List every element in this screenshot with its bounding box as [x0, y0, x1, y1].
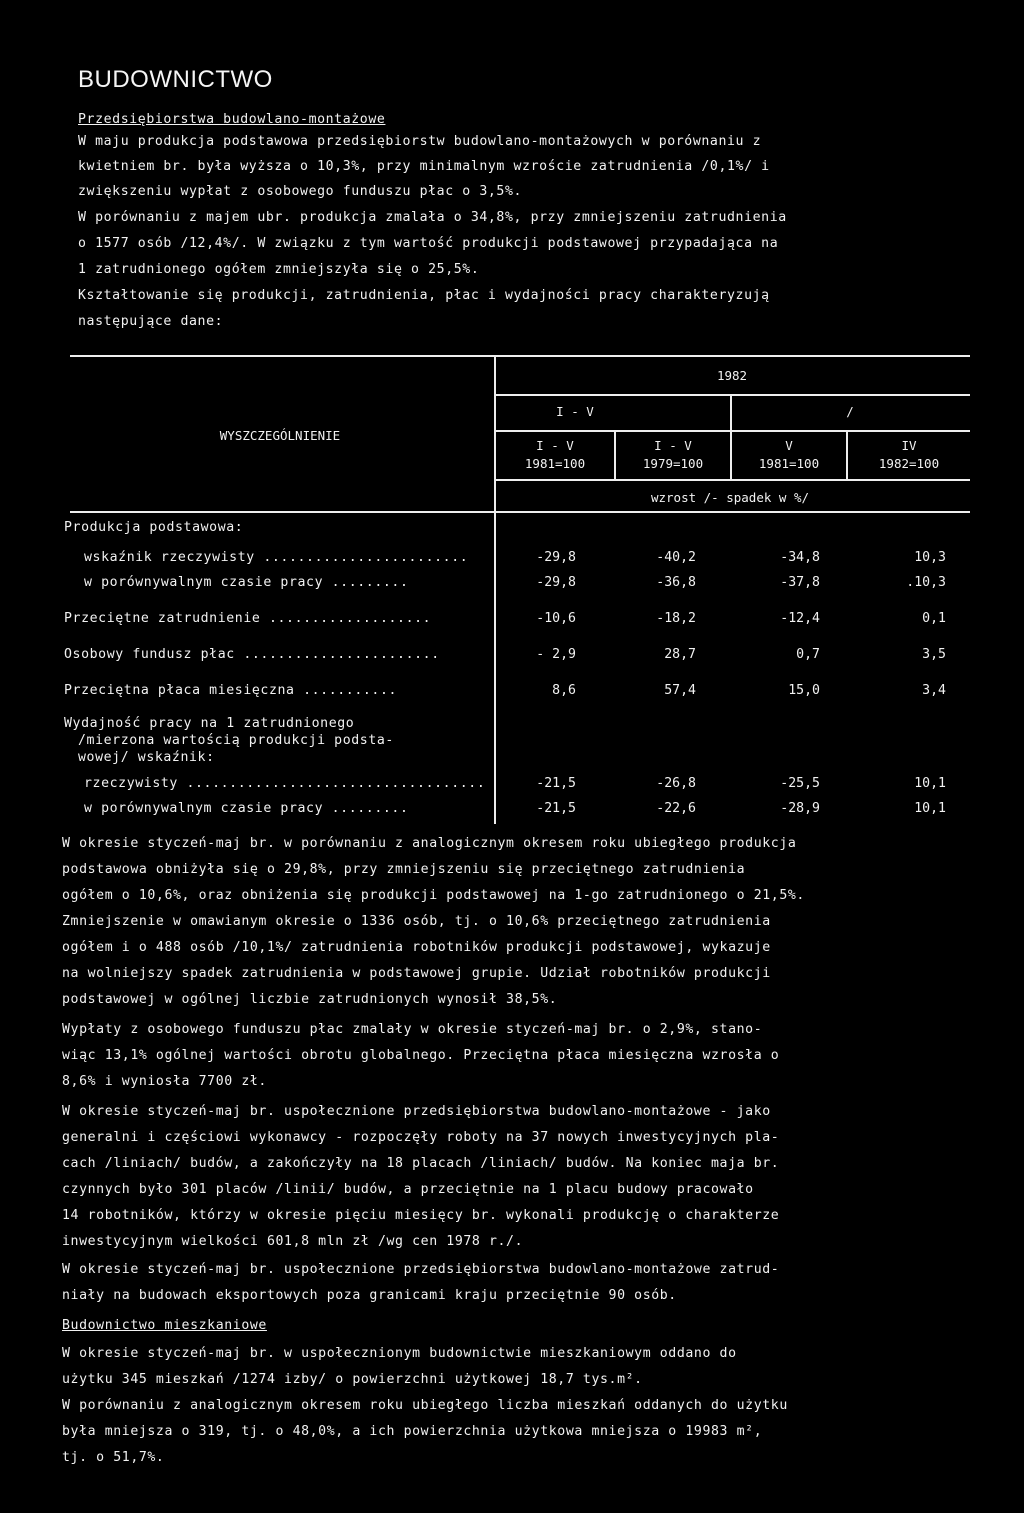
body-line: na wolniejszy spadek zatrudnienia w podstawowej grupie. Udział robotników produkcji — [62, 966, 771, 981]
cell-value: 0,7 — [796, 647, 820, 662]
housing-line: tj. o 51,7%. — [62, 1450, 165, 1465]
row-label: Przeciętne zatrudnienie ................... — [64, 611, 432, 626]
row-label: wskaźnik rzeczywisty ........................ — [84, 550, 469, 565]
col-header-line2: 1981=100 — [758, 456, 820, 471]
col-header-line2: 1982=100 — [878, 456, 940, 471]
group-rule — [496, 430, 970, 432]
header-bottom-rule — [70, 511, 970, 513]
intro-line: W maju produkcja podstawowa przedsiębiorstw budowlano-montażowych w porównaniu z — [78, 134, 762, 149]
cell-value: 57,4 — [664, 683, 696, 698]
header-rule — [496, 479, 970, 481]
section-label-line: wowej/ wskaźnik: — [78, 750, 215, 765]
cell-value: -29,8 — [536, 575, 576, 590]
intro-line: Kształtowanie się produkcji, zatrudnienia, płac i wydajności pracy charakteryzują — [78, 288, 770, 303]
cell-value: -36,8 — [656, 575, 696, 590]
cell-value: -21,5 — [536, 801, 576, 816]
cell-value: 15,0 — [788, 683, 820, 698]
col-header-line1: I - V — [654, 438, 692, 453]
body-line: podstawowej w ogólnej liczbie zatrudnionych wynosił 38,5%. — [62, 992, 558, 1007]
cell-value: 10,3 — [914, 550, 946, 565]
cell-value: 28,7 — [664, 647, 696, 662]
cell-value: -40,2 — [656, 550, 696, 565]
section-label-line: /mierzona wartością produkcji podsta- — [78, 733, 394, 748]
col-header-line2: 1981=100 — [524, 456, 586, 471]
col-header-line2: 1979=100 — [642, 456, 704, 471]
cell-value: -37,8 — [780, 575, 820, 590]
table-top-rule — [70, 355, 970, 357]
section-title-housing: Budownictwo mieszkaniowe — [62, 1318, 267, 1333]
cell-value: 10,1 — [914, 776, 946, 791]
row-label: w porównywalnym czasie pracy ......... — [84, 575, 409, 590]
body-line: Wypłaty z osobowego funduszu płac zmalały w okresie styczeń-maj br. o 2,9%, stano- — [62, 1022, 763, 1037]
intro-line: następujące dane: — [78, 314, 224, 329]
row-label: Przeciętna płaca miesięczna ........... — [64, 683, 398, 698]
cell-value: -29,8 — [536, 550, 576, 565]
body-line: W okresie styczeń-maj br. uspołecznione przedsiębiorstwa budowlano-montażowe zatrud- — [62, 1262, 780, 1277]
body-line: cach /liniach/ budów, a zakończyły na 18 placach /liniach/ budów. Na koniec maja br. — [62, 1156, 780, 1171]
year-rule — [496, 394, 970, 396]
year-header: 1982 — [716, 368, 748, 383]
cell-value: -18,2 — [656, 611, 696, 626]
body-line: W okresie styczeń-maj br. uspołecznione przedsiębiorstwa budowlano-montażowe - jako — [62, 1104, 771, 1119]
cell-value: - 2,9 — [536, 647, 576, 662]
intro-line: W porównaniu z majem ubr. produkcja zmalała o 34,8%, przy zmniejszeniu zatrudnienia — [78, 210, 787, 225]
intro-line: kwietniem br. była wyższa o 10,3%, przy minimalnym wzroście zatrudnienia /0,1%/ i — [78, 159, 770, 174]
body-line: Zmniejszenie w omawianym okresie o 1336 osób, tj. o 10,6% przeciętnego zatrudnienia — [62, 914, 771, 929]
cell-value: -25,5 — [780, 776, 820, 791]
body-line: 8,6% i wyniosła 7700 zł. — [62, 1074, 267, 1089]
cell-value: -21,5 — [536, 776, 576, 791]
intro-line: zwiększeniu wypłat z osobowego funduszu płac o 3,5%. — [78, 184, 523, 199]
cell-value: -28,9 — [780, 801, 820, 816]
intro-line: 1 zatrudnionego ogółem zmniejszyła się o 25,5%. — [78, 262, 480, 277]
section-label-line: Wydajność pracy na 1 zatrudnionego — [64, 716, 355, 731]
body-line: niały na budowach eksportowych poza granicami kraju przeciętnie 90 osób. — [62, 1288, 677, 1303]
cell-value: -12,4 — [780, 611, 820, 626]
body-line: W okresie styczeń-maj br. w porównaniu z analogicznym okresem roku ubiegłego produkcja — [62, 836, 797, 851]
cell-value: -10,6 — [536, 611, 576, 626]
group-header-left: I - V — [556, 404, 594, 419]
col-header-line1: IV — [901, 438, 917, 453]
housing-line: użytku 345 mieszkań /1274 izby/ o powierzchni użytkowej 18,7 tys.m². — [62, 1372, 643, 1387]
col-header-line1: I - V — [536, 438, 574, 453]
cell-value: -22,6 — [656, 801, 696, 816]
body-line: czynnych było 301 placów /linii/ budów, a przeciętnie na 1 placu budowy pracowało — [62, 1182, 754, 1197]
cell-value: -34,8 — [780, 550, 820, 565]
body-line: podstawowa obniżyła się o 29,8%, przy zmniejszeniu się przeciętnego zatrudnienia — [62, 862, 746, 877]
cell-value: 8,6 — [552, 683, 576, 698]
row-label: rzeczywisty ................................... — [84, 776, 486, 791]
unit-note: wzrost /- spadek w %/ — [650, 490, 810, 505]
cell-value: 3,5 — [922, 647, 946, 662]
cell-value: 10,1 — [914, 801, 946, 816]
body-line: wiąc 13,1% ogólnej wartości obrotu globalnego. Przeciętna płaca miesięczna wzrosła o — [62, 1048, 780, 1063]
housing-line: W okresie styczeń-maj br. w uspołecznionym budownictwie mieszkaniowym oddano do — [62, 1346, 737, 1361]
cell-value: .10,3 — [906, 575, 946, 590]
stub-header: WYSZCZEGÓLNIENIE — [219, 428, 341, 443]
group-header-right: / — [846, 404, 854, 419]
col-header-line1: V — [785, 438, 793, 453]
section-title-enterprises: Przedsiębiorstwa budowlano-montażowe — [78, 112, 386, 127]
body-line: generalni i częściowi wykonawcy - rozpoczęły roboty na 37 nowych inwestycyjnych pla- — [62, 1130, 780, 1145]
cell-value: 3,4 — [922, 683, 946, 698]
cell-value: 0,1 — [922, 611, 946, 626]
body-line: inwestycyjnym wielkości 601,8 mln zł /wg cen 1978 r./. — [62, 1234, 524, 1249]
body-line: ogółem i o 488 osób /10,1%/ zatrudnienia robotników produkcji podstawowej, wykazuje — [62, 940, 771, 955]
page-heading: BUDOWNICTWO — [78, 66, 273, 93]
row-label: w porównywalnym czasie pracy ......... — [84, 801, 409, 816]
group-divider — [730, 395, 732, 431]
housing-line: była mniejsza o 319, tj. o 48,0%, a ich powierzchnia użytkowa mniejsza o 19983 m², — [62, 1424, 763, 1439]
row-label: Osobowy fundusz płac ....................... — [64, 647, 440, 662]
body-line: ogółem o 10,6%, oraz obniżenia się produkcji podstawowej na 1-go zatrudnionego o 21,5%. — [62, 888, 805, 903]
section-label: Produkcja podstawowa: — [64, 520, 244, 535]
body-line: 14 robotników, którzy w okresie pięciu miesięcy br. wykonali produkcję o charakterze — [62, 1208, 780, 1223]
intro-line: o 1577 osób /12,4%/. W związku z tym wartość produkcji podstawowej przypadająca na — [78, 236, 779, 251]
housing-line: W porównaniu z analogicznym okresem roku ubiegłego liczba mieszkań oddanych do użytku — [62, 1398, 788, 1413]
cell-value: -26,8 — [656, 776, 696, 791]
